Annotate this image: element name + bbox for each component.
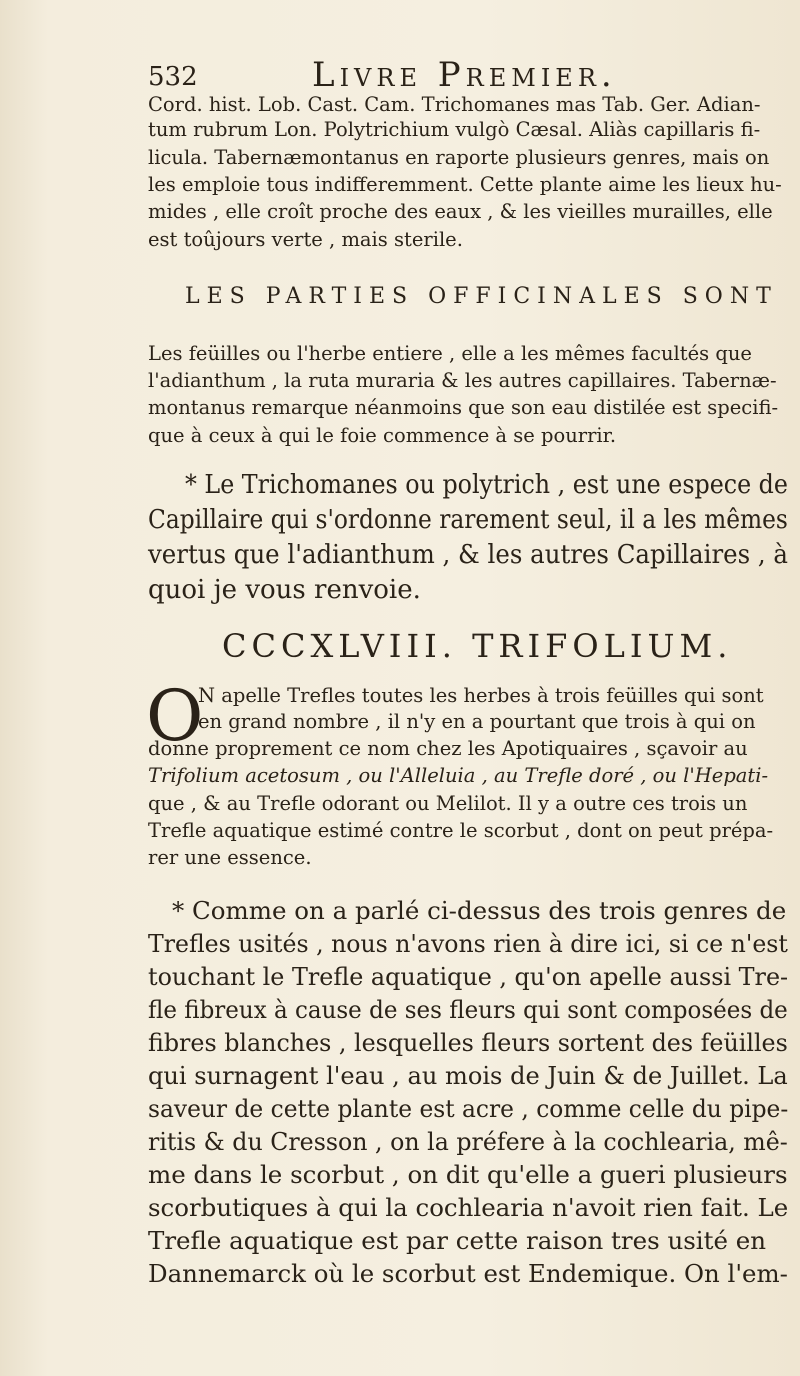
text-line: vertus que l'adianthum , & les autres Capillaires , à [148, 540, 789, 570]
text-line: Trifolium acetosum , ou l'Alleluia , au Trefle doré , ou l'Hepati- [148, 764, 769, 787]
text-line: l'adianthum , la ruta muraria & les autres capillaires. Tabernæ- [148, 369, 777, 392]
text-line: quoi je vous renvoie. [148, 575, 421, 605]
text-line: * Comme on a parlé ci-dessus des trois genres de [172, 896, 787, 925]
text-line: que , & au Trefle odorant ou Melilot. Il y a outre ces trois un [148, 792, 748, 815]
text-line: tum rubrum Lon. Polytrichium vulgò Cæsal. Aliàs capillaris fi- [148, 118, 761, 141]
text-line: Les feüilles ou l'herbe entiere , elle a les mêmes facultés que [148, 342, 752, 365]
text-line: mides , elle croît proche des eaux , & les vieilles murailles, elle [148, 200, 773, 223]
text-line: Trefle aquatique estimé contre le scorbut , dont on peut prépa- [148, 819, 774, 842]
text-line: les emploie tous indifferemment. Cette plante aime les lieux hu- [148, 173, 782, 196]
text-line: Dannemarck où le scorbut est Endemique. On l'em- [148, 1259, 788, 1288]
text-line: saveur de cette plante est acre , comme celle du pipe- [148, 1094, 789, 1123]
text-line: * Le Trichomanes ou polytrich , est une espece de [185, 470, 788, 500]
text-line: rer une essence. [148, 846, 312, 869]
text-line: Capillaire qui s'ordonne rarement seul, il a les mêmes [148, 505, 788, 535]
text-line: ritis & du Cresson , on la préfere à la cochlearia, mê- [148, 1127, 788, 1156]
text-line: Cord. hist. Lob. Cast. Cam. Trichomanes mas Tab. Ger. Adian- [148, 93, 761, 116]
text-line: donne proprement ce nom chez les Apotiquaires , sçavoir au [148, 737, 748, 760]
page-number: 532 [148, 62, 198, 92]
text-line: est toûjours verte , mais sterile. [148, 228, 463, 251]
drop-cap: O [146, 675, 204, 757]
text-line: que à ceux à qui le foie commence à se pourrir. [148, 424, 617, 447]
chapter-heading: CCCXLVIII. TRIFOLIUM. [222, 627, 733, 665]
text-line: me dans le scorbut , on dit qu'elle a gueri plusieurs [148, 1160, 788, 1189]
text-line: en grand nombre , il n'y en a pourtant que trois à qui on [198, 710, 756, 733]
text-line: montanus remarque néanmoins que son eau distilée est specifi- [148, 396, 779, 419]
running-title: Livre Premier. [312, 55, 617, 95]
text-line: scorbutiques à qui la cochlearia n'avoit rien fait. Le [148, 1193, 789, 1222]
text-line: Trefles usités , nous n'avons rien à dire ici, si ce n'est [148, 929, 788, 958]
text-line: Trefle aquatique est par cette raison tres usité en [148, 1226, 767, 1255]
text-line: qui surnagent l'eau , au mois de Juin & de Juillet. La [148, 1061, 788, 1090]
text-line: touchant le Trefle aquatique , qu'on apelle aussi Tre- [148, 962, 789, 991]
text-line: N apelle Trefles toutes les herbes à trois feüilles qui sont [198, 684, 764, 707]
text-line: fibres blanches , lesquelles fleurs sortent des feüilles [148, 1028, 788, 1057]
section-heading: LES PARTIES OFFICINALES SONT [185, 284, 778, 309]
text-line: licula. Tabernæmontanus en raporte plusieurs genres, mais on [148, 146, 770, 169]
text-line: fle fibreux à cause de ses fleurs qui sont composées de [148, 995, 788, 1024]
